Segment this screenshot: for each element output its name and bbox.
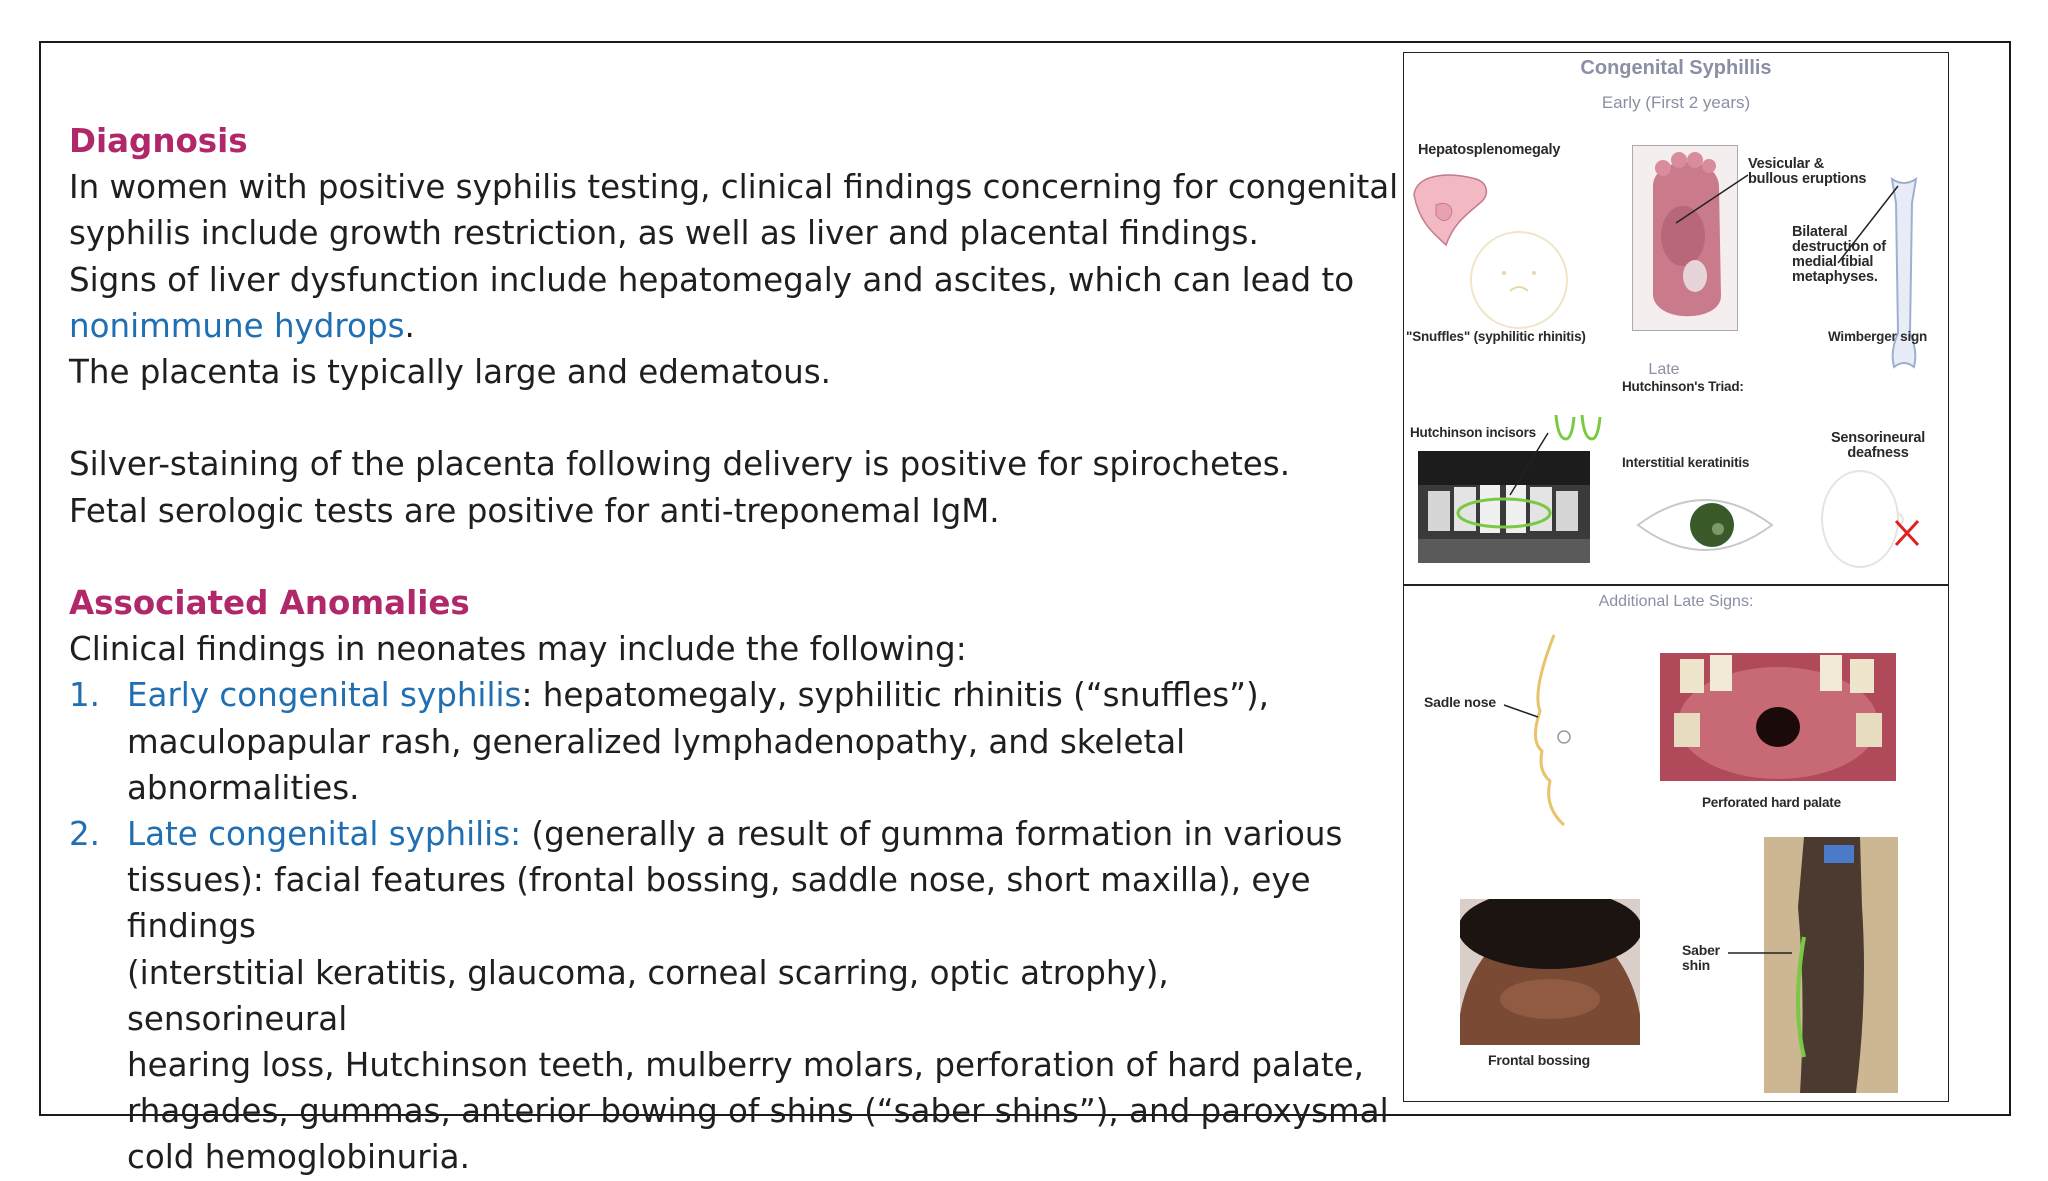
forehead-drawing [1460,899,1640,1045]
saber-shin-photo [1764,837,1898,1093]
list-number: 1. [69,676,101,715]
figure-divider [1404,584,1948,586]
congenital-syphilis-figure [1403,52,1949,1102]
saber-pointer-line [1726,947,1796,959]
diagnosis-line-2: syphilis include growth restriction, as well as liver and placental findings. [69,214,1259,253]
list-text: cold hemoglobinuria. [127,1138,470,1177]
text-column [69,118,1399,1181]
label-sensorineural-2: deafness [1847,445,1909,461]
diagnosis-line-5: The placenta is typically large and edematous. [69,353,831,392]
label-saber-2: shin [1682,957,1710,973]
nonimmune-hydrops-link[interactable]: nonimmune hydrops [69,306,405,345]
diagnosis-line-4 [69,303,1399,349]
diagnosis-line-6: Silver-staining of the placenta following delivery is positive for spirochetes. [69,445,1291,484]
period: . [404,306,415,345]
nose-pointer-line [1502,701,1542,721]
incisor-pointer-line [1504,429,1554,499]
list-number: 2. [69,815,101,854]
label-frontal-bossing: Frontal bossing [1488,1052,1591,1068]
figure-title: Congenital Syphillis [1580,57,1772,79]
list-item [69,672,1399,811]
label-saber-1: Saber [1682,942,1720,958]
diagnosis-line-1: In women with positive syphilis testing, clinical findings concerning for congenital [69,168,1399,207]
incisor-icon [1550,409,1610,445]
label-sensorineural-1: Sensorineural [1830,430,1926,446]
deaf-face-icon [1812,463,1932,573]
list-text: (generally a result of gumma formation in various [521,815,1343,854]
anomalies-heading: Associated Anomalies [69,584,470,622]
label-sadle-nose: Sadle nose [1424,694,1496,710]
saber-shin-drawing [1764,837,1898,1093]
late-congenital-syphilis-link[interactable]: Late congenital syphilis: [127,815,522,854]
figure-subtitle-late: Late [1648,361,1680,378]
forehead-photo [1460,899,1640,1045]
list-item [69,811,1399,1181]
spleen-shape [1436,203,1452,220]
list-text: : hepatomegaly, syphilitic rhinitis (“snuffles”), [521,676,1270,715]
list-text: maculopapular rash, generalized lymphadenopathy, and skeletal abnormalities. [127,722,1186,807]
figure-subtitle-additional: Additional Late Signs: [1598,593,1754,610]
palate-photo [1660,653,1896,781]
diagnosis-line-3: Signs of liver dysfunction include hepatomegaly and ascites, which can lead to [69,260,1355,299]
label-bilateral-1: Bilateral [1792,224,1848,240]
label-bilateral-3: medial tibial [1792,254,1874,270]
list-text: rhagades, gummas, anterior bowing of shins (“saber shins”), and paroxysmal [127,1092,1389,1131]
face-sketch-icon [1464,225,1574,335]
label-perforated-hard-palate: Perforated hard palate [1702,795,1841,810]
nose-profile-icon [1524,631,1594,831]
label-interstitial-keratitis: Interstitial keratinitis [1622,455,1750,470]
list-text: (interstitial keratitis, glaucoma, corneal scarring, optic atrophy), sensorineural [127,953,1169,1038]
label-wimberger: Wimberger sign [1828,329,1928,344]
label-vesicular-1: Vesicular & [1748,156,1824,172]
anomalies-intro: Clinical findings in neonates may include the following: [69,630,967,669]
label-bilateral-4: metaphyses. [1792,269,1878,285]
label-vesicular-2: bullous eruptions [1748,171,1867,187]
label-bilateral-2: destruction of [1792,239,1886,255]
label-hutchinson-triad: Hutchinson's Triad: [1622,379,1744,394]
eye-icon [1630,485,1780,565]
list-text: hearing loss, Hutchinson teeth, mulberry molars, perforation of hard palate, [127,1046,1364,1085]
diagnosis-heading: Diagnosis [69,122,248,160]
palate-drawing [1660,653,1896,781]
label-hutchinson-incisors: Hutchinson incisors [1410,425,1536,440]
label-snuffles: "Snuffles" (syphilitic rhinitis) [1406,329,1586,344]
label-hepatosplenomegaly: Hepatosplenomegaly [1418,142,1561,158]
diagnosis-line-7: Fetal serologic tests are positive for anti-treponemal IgM. [69,491,1000,530]
list-text: tissues): facial features (frontal bossing, saddle nose, short maxilla), eye findings [127,861,1311,946]
early-congenital-syphilis-link[interactable]: Early congenital syphilis [127,676,522,715]
figure-subtitle-early: Early (First 2 years) [1601,93,1751,112]
